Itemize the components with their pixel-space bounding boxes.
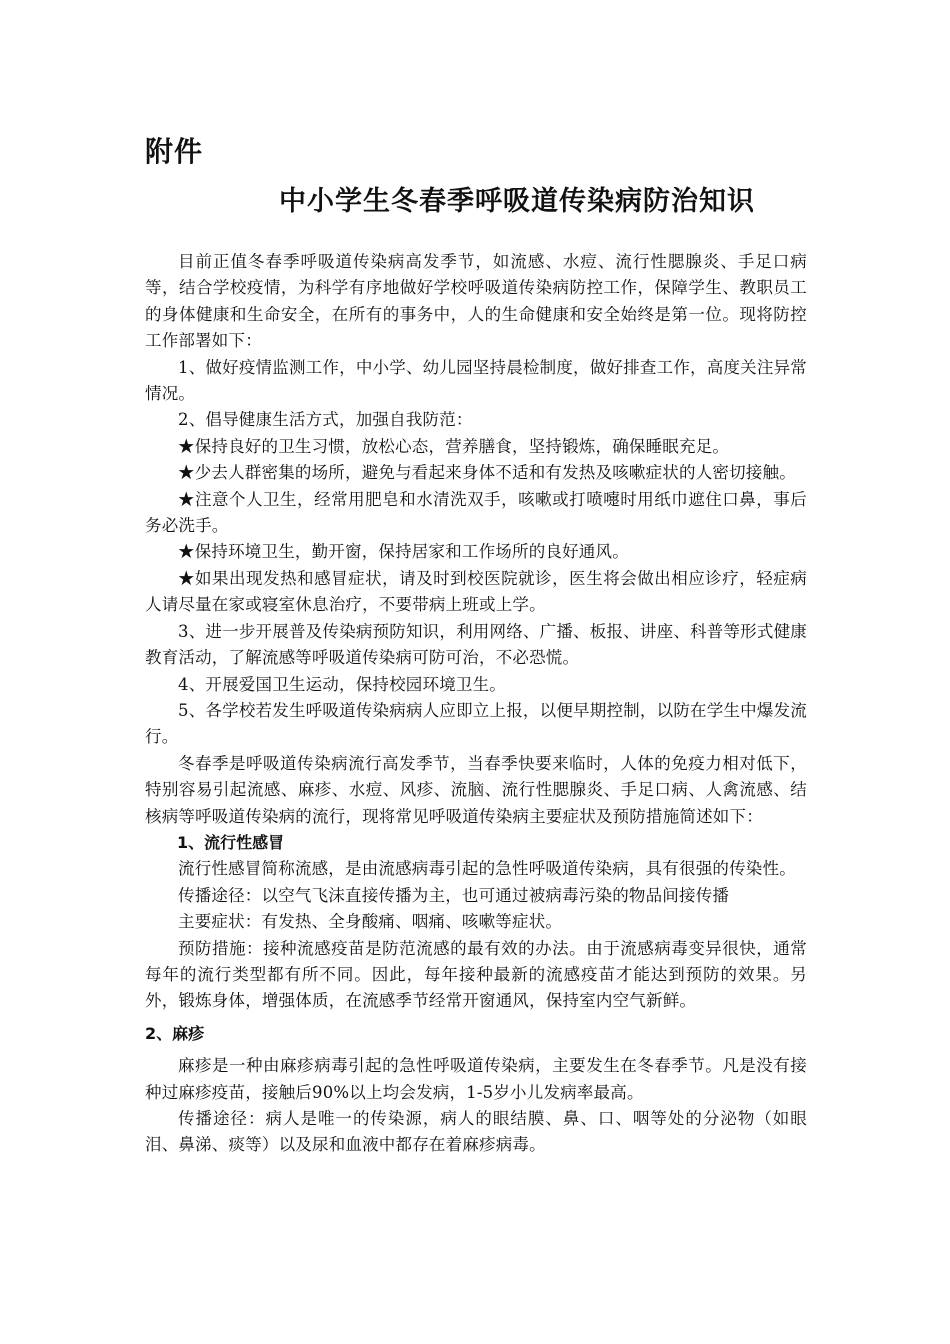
- measure-bullet: ★保持良好的卫生习惯，放松心态，营养膳食，坚持锻炼，确保睡眠充足。: [178, 436, 730, 456]
- measure-bullet: ★保持环境卫生，勤开窗，保持居家和工作场所的良好通风。: [178, 542, 629, 562]
- measure-item: 4、开展爱国卫生运动，保持校园环境卫生。: [178, 674, 506, 694]
- influenza-symptoms: 主要症状：有发热、全身酸痛、咽痛、咳嗽等症状。: [178, 912, 563, 932]
- influenza-definition: 流行性感冒简称流感，是由流感病毒引起的急性呼吸道传染病，具有很强的传染性。: [178, 859, 796, 879]
- measure-item: 3、进一步开展普及传染病预防知识，利用网络、广播、板报、讲座、科普等形式健康教育活动，了解流感等呼吸道传染病可防可治，不必恐慌。: [145, 621, 807, 668]
- measure-bullet: ★少去人群密集的场所，避免与看起来身体不适和有发热及咳嗽症状的人密切接触。: [178, 463, 796, 483]
- annex-label: 附件: [145, 135, 204, 168]
- section-heading-influenza: 1、流行性感冒: [177, 832, 285, 852]
- measles-transmission: 传播途径：病人是唯一的传染源，病人的眼结膜、鼻、口、咽等处的分泌物（如眼泪、鼻涕、痰等）以及尿和血液中都存在着麻疹病毒。: [145, 1109, 807, 1155]
- season-intro-paragraph: 冬春季是呼吸道传染病流行高发季节，当春季快要来临时，人体的免疫力相对低下，特别容易引起流感、麻疹、水痘、风疹、流脑、流行性腮腺炎、手足口病、人禽流感、结核病等呼吸道传染病的流行，现将常见呼吸道传染病主要症状及预防措施简述如下：: [145, 753, 807, 826]
- section-heading-measles: 2、麻疹: [145, 1023, 205, 1043]
- document-title: 中小学生冬春季呼吸道传染病防治知识: [279, 186, 755, 217]
- measure-item: 1、做好疫情监测工作，中小学、幼儿园坚持晨检制度，做好排查工作，高度关注异常情况。: [145, 357, 807, 404]
- measure-item: 5、各学校若发生呼吸道传染病病人应即立上报，以便早期控制，以防在学生中爆发流行。: [145, 700, 807, 747]
- measure-bullet: ★如果出现发热和感冒症状，请及时到校医院就诊，医生将会做出相应诊疗，轻症病人请尽量在家或寝室休息治疗，不要带病上班或上学。: [145, 568, 807, 615]
- document-body: [145, 249, 807, 1159]
- influenza-transmission: 传播途径：以空气飞沫直接传播为主，也可通过被病毒污染的物品间接传播: [178, 885, 730, 905]
- influenza-prevention: 预防措施：接种流感疫苗是防范流感的最有效的办法。由于流感病毒变异很快，通常每年的流行类型都有所不同。因此，每年接种最新的流感疫苗才能达到预防的效果。另外，锻炼身体，增强体质，在流感季节经常开窗通风，保持室内空气新鲜。: [145, 938, 807, 1011]
- measles-definition: 麻疹是一种由麻疹病毒引起的急性呼吸道传染病，主要发生在冬春季节。凡是没有接种过麻疹疫苗，接触后90%以上均会发病，1-5岁小儿发病率最高。: [145, 1056, 807, 1102]
- document-page: [145, 0, 807, 1344]
- measure-bullet: ★注意个人卫生，经常用肥皂和水清洗双手，咳嗽或打喷嚏时用纸巾遮住口鼻，事后务必洗手。: [145, 489, 807, 536]
- intro-paragraph: 目前正值冬春季呼吸道传染病高发季节，如流感、水痘、流行性腮腺炎、手足口病等，结合学校疫情，为科学有序地做好学校呼吸道传染病防控工作，保障学生、教职员工的身体健康和生命安全，在所有的事务中，人的生命健康和安全始终是第一位。现将防控工作部署如下：: [145, 252, 807, 351]
- measure-item: 2、倡导健康生活方式，加强自我防范：: [178, 410, 473, 430]
